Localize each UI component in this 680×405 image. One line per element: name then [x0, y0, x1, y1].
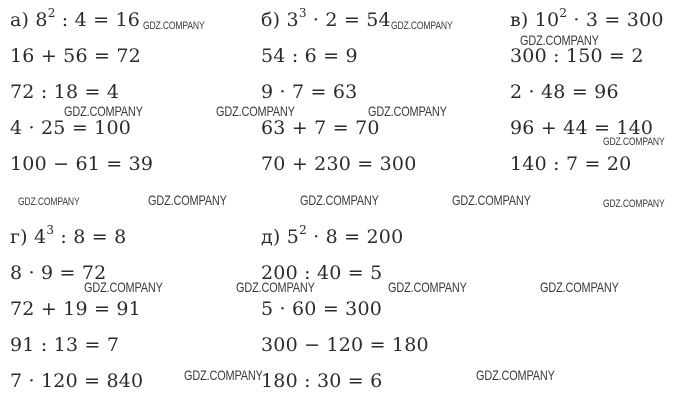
watermark: GDZ.COMPANY	[236, 279, 315, 295]
problem-g-step-2: 72 + 19 = 91	[10, 298, 141, 320]
watermark: GDZ.COMPANY	[520, 32, 599, 48]
problem-v-step-4: 140 : 7 = 20	[510, 153, 632, 175]
problem-a-head: а) $8^2$ : 4 = 16	[10, 6, 141, 31]
problem-b-head: б) $3^3 \cdot 2 = 54$	[261, 6, 391, 31]
problem-v-head: в) $10^2 \cdot 3 = 300$	[510, 6, 664, 31]
problem-a-step-4: 100 − 61 = 39	[10, 153, 154, 175]
problem-d-step-1: 200 : 40 = 5	[261, 262, 383, 284]
problem-a-step-2: 72 : 18 = 4	[10, 81, 120, 103]
problem-b-step-3: 63 + 7 = 70	[261, 117, 380, 139]
problem-v-step-1: 300 : 150 = 2	[510, 45, 644, 67]
watermark: GDZ.COMPANY	[368, 103, 447, 119]
problem-b-step-2: 9 · 7 = 63	[261, 81, 358, 103]
problem-g-step-1: 8 · 9 = 72	[10, 262, 107, 284]
problem-v-label: в)	[510, 9, 529, 31]
watermark: GDZ.COMPANY	[64, 103, 143, 119]
watermark: GDZ.COMPANY	[603, 136, 665, 148]
problem-d-step-2: 5 · 60 = 300	[261, 298, 383, 320]
watermark: GDZ.COMPANY	[184, 367, 263, 383]
watermark: GDZ.COMPANY	[603, 198, 665, 210]
problem-d-label: д)	[261, 226, 281, 248]
watermark: GDZ.COMPANY	[84, 279, 163, 295]
watermark: GDZ.COMPANY	[148, 192, 227, 208]
problem-a-step-1: 16 + 56 = 72	[10, 45, 141, 67]
problem-d-step-4: 180 : 30 = 6	[261, 370, 383, 392]
watermark: GDZ.COMPANY	[452, 192, 531, 208]
watermark: GDZ.COMPANY	[216, 103, 295, 119]
watermark: GDZ.COMPANY	[476, 367, 555, 383]
problem-d-head: д) $5^2 \cdot 8 = 200$	[261, 223, 404, 248]
problem-g-label: г)	[10, 226, 28, 248]
problem-a-label: а)	[10, 9, 30, 31]
watermark: GDZ.COMPANY	[391, 20, 453, 32]
problem-b-step-1: 54 : 6 = 9	[261, 45, 358, 67]
problem-b-label: б)	[261, 9, 281, 31]
problem-v-step-2: 2 · 48 = 96	[510, 81, 619, 103]
problem-b-step-4: 70 + 230 = 300	[261, 153, 417, 175]
watermark: GDZ.COMPANY	[300, 192, 379, 208]
watermark: GDZ.COMPANY	[18, 196, 80, 208]
watermark: GDZ.COMPANY	[540, 279, 619, 295]
problem-g-head: г) $4^3$ : 8 = 8	[10, 223, 127, 248]
watermark: GDZ.COMPANY	[388, 279, 467, 295]
problem-d-step-3: 300 − 120 = 180	[261, 334, 429, 356]
problem-a-step-3: 4 · 25 = 100	[10, 117, 132, 139]
problem-g-step-3: 91 : 13 = 7	[10, 334, 120, 356]
problem-g-step-4: 7 · 120 = 840	[10, 370, 144, 392]
problem-v-step-3: 96 + 44 = 140	[510, 117, 654, 139]
watermark: GDZ.COMPANY	[143, 20, 205, 32]
